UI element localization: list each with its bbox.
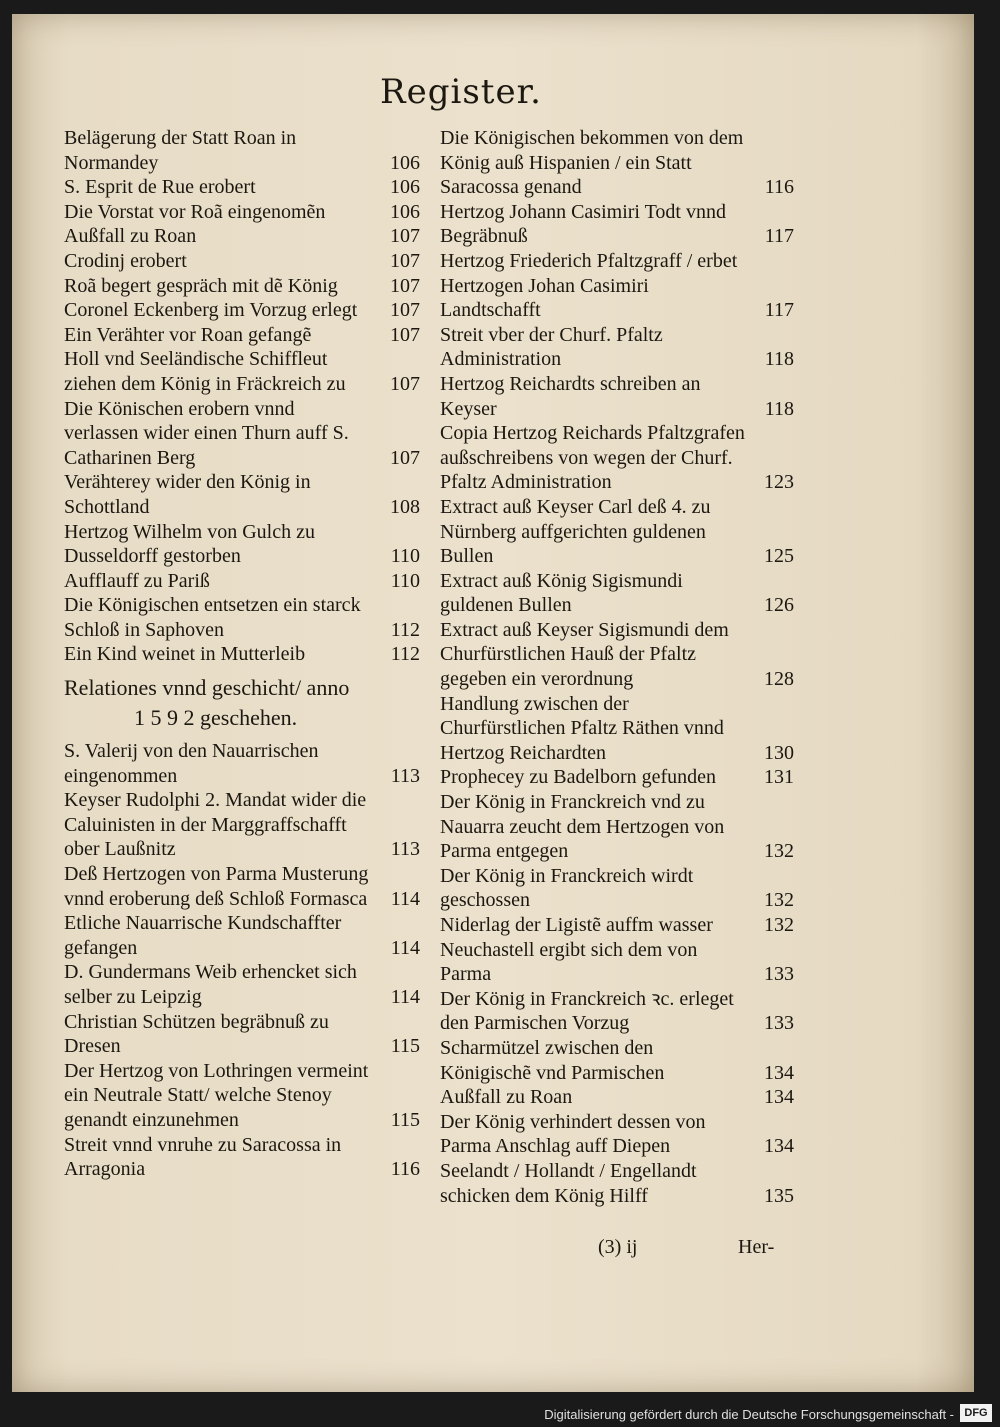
entry-page-number: 107 xyxy=(390,372,420,395)
entry-page-number: 126 xyxy=(764,594,794,617)
entry-text: Belägerung der Statt Roan in Normandey xyxy=(64,127,297,174)
register-entry xyxy=(64,788,420,862)
register-entry xyxy=(440,249,794,323)
entry-page-number: 132 xyxy=(764,840,794,863)
register-entry xyxy=(440,864,794,913)
left-column xyxy=(64,126,420,1182)
register-entry xyxy=(64,470,420,519)
section-heading xyxy=(64,673,420,733)
register-entry xyxy=(64,1010,420,1059)
entry-text: Der König in Franckreich vnd zu Nauarra zeucht dem Hertzogen von Parma entgegen xyxy=(440,791,725,863)
entry-text: Roã begert gespräch mit dẽ König xyxy=(64,274,338,297)
entry-text: Etliche Nauarrische Kundschaffter gefangen xyxy=(64,912,342,959)
register-entry xyxy=(440,790,794,864)
entry-text: S. Esprit de Rue erobert xyxy=(64,176,256,199)
register-entry xyxy=(64,200,420,225)
register-entry xyxy=(64,224,420,249)
entry-page-number: 114 xyxy=(390,887,420,910)
catchword: Her- xyxy=(738,1236,775,1258)
register-entry xyxy=(64,274,420,299)
entry-text: Der König in Franckreich ꝛc. erleget den Parmischen Vorzug xyxy=(440,987,734,1035)
entry-page-number: 116 xyxy=(390,1158,420,1181)
entry-text: Streit vber der Churf. Pfaltz Administration xyxy=(440,323,663,371)
register-entry xyxy=(440,372,794,421)
left-entry-list-2 xyxy=(64,739,420,1182)
entry-text: Außfall zu Roan xyxy=(440,1086,573,1109)
register-entry xyxy=(440,938,794,987)
register-entry xyxy=(64,862,420,911)
register-entry xyxy=(64,520,420,569)
entry-page-number: 107 xyxy=(390,274,420,297)
entry-page-number: 135 xyxy=(764,1184,794,1207)
dfg-logo: DFG xyxy=(960,1404,992,1422)
register-entry xyxy=(440,126,794,200)
entry-text: Ein Verähter vor Roan gefangẽ xyxy=(64,323,312,346)
register-entry xyxy=(440,200,794,249)
entry-text: Hertzog Reichardts schreiben an Keyser xyxy=(440,372,701,420)
footer-credit: Digitalisierung gefördert durch die Deutsche Forschungsgemeinschaft - xyxy=(544,1407,954,1422)
entry-text: Verähterey wider den König in Schottland xyxy=(64,471,311,518)
entry-page-number: 113 xyxy=(390,838,420,861)
register-entry xyxy=(64,642,420,667)
entry-text: Keyser Rudolphi 2. Mandat wider die Caluinisten in der Marggraffschafft ober Laußnitz xyxy=(64,789,367,861)
entry-page-number: 107 xyxy=(390,249,420,272)
register-entry xyxy=(64,126,420,175)
entry-text: Die Vorstat vor Roã eingenomẽn xyxy=(64,200,326,223)
entry-page-number: 110 xyxy=(390,569,420,592)
entry-page-number: 117 xyxy=(764,225,794,248)
entry-page-number: 112 xyxy=(390,618,420,641)
register-entry xyxy=(440,765,794,790)
entry-text: Hertzog Johann Casimiri Todt vnnd Begräbnuß xyxy=(440,200,726,248)
entry-page-number: 133 xyxy=(764,963,794,986)
entry-text: Aufflauff zu Pariß xyxy=(64,569,210,592)
entry-page-number: 118 xyxy=(764,348,794,371)
page-heading: Register. xyxy=(380,72,542,112)
left-entry-list xyxy=(64,126,420,667)
register-entry xyxy=(440,618,794,692)
entry-text: Die Königischen entsetzen ein starck Schloß in Saphoven xyxy=(64,594,361,641)
entry-page-number: 116 xyxy=(764,176,794,199)
register-entry xyxy=(64,911,420,960)
entry-text: Christian Schützen begräbnuß zu Dresen xyxy=(64,1010,329,1058)
register-entry xyxy=(440,569,794,618)
register-entry xyxy=(64,175,420,200)
register-entry xyxy=(64,249,420,274)
entry-page-number: 125 xyxy=(764,545,794,568)
register-entry xyxy=(440,323,794,372)
entry-text: Hertzog Friederich Pfaltzgraff / erbet Hertzogen Johan Casimiri Landtschafft xyxy=(440,249,738,322)
register-entry xyxy=(64,739,420,788)
entry-text: D. Gundermans Weib erhencket sich selber zu Leipzig xyxy=(64,961,357,1008)
entry-page-number: 130 xyxy=(764,741,794,764)
entry-page-number: 132 xyxy=(764,889,794,912)
entry-text: Scharmützel zwischen den Königischẽ vnd Parmischen xyxy=(440,1036,665,1084)
entry-page-number: 117 xyxy=(764,299,794,322)
entry-page-number: 131 xyxy=(764,766,794,789)
entry-text: Niderlag der Ligistẽ auffm wasser xyxy=(440,914,713,936)
entry-text: Der König in Franckreich wirdt geschossen xyxy=(440,864,694,912)
entry-text: Holl vnd Seeländische Schiffleut ziehen dem König in Fräckreich zu xyxy=(64,348,346,395)
entry-text: Seelandt / Hollandt / Engellandt schicken dem König Hilff xyxy=(440,1159,697,1207)
entry-text: Crodinj erobert xyxy=(64,249,187,272)
entry-text: Außfall zu Roan xyxy=(64,225,197,248)
entry-text: Handlung zwischen der Churfürstlichen Pfaltz Räthen vnnd Hertzog Reichardten xyxy=(440,692,724,764)
entry-page-number: 134 xyxy=(764,1086,794,1109)
entry-page-number: 107 xyxy=(390,299,420,322)
entry-text: Der König verhindert dessen von Parma Anschlag auff Diepen xyxy=(440,1110,706,1158)
entry-text: Extract auß König Sigismundi guldenen Bullen xyxy=(440,569,683,617)
entry-page-number: 115 xyxy=(390,1108,420,1131)
register-entry xyxy=(64,1133,420,1182)
entry-page-number: 114 xyxy=(390,936,420,959)
entry-page-number: 106 xyxy=(390,200,420,223)
entry-page-number: 106 xyxy=(390,176,420,199)
entry-text: Extract auß Keyser Carl deß 4. zu Nürnberg auffgerichten guldenen Bullen xyxy=(440,495,711,568)
register-entry xyxy=(440,1085,794,1110)
entry-page-number: 107 xyxy=(390,225,420,248)
section-heading-line2: 1 5 9 2 geschehen. xyxy=(134,705,298,731)
entry-text: Die Königischen bekommen von dem König auß Hispanien / ein Statt Saracossa genand xyxy=(440,127,744,199)
entry-text: Hertzog Wilhelm von Gulch zu Dusseldorff gestorben xyxy=(64,520,315,568)
entry-page-number: 132 xyxy=(764,914,794,936)
entry-page-number: 114 xyxy=(390,986,420,1008)
entry-text: Die Könischen erobern vnnd verlassen wider einen Thurn auff S. Catharinen Berg xyxy=(64,397,349,469)
entry-text: Streit vnnd vnruhe zu Saracossa in Arragonia xyxy=(64,1133,342,1181)
signature-mark: (3) ij xyxy=(598,1236,638,1258)
entry-text: Der Hertzog von Lothringen vermeint ein Neutrale Statt/ welche Stenoy genandt einzunehmen xyxy=(64,1059,369,1131)
register-entry xyxy=(440,1159,794,1208)
entry-page-number: 107 xyxy=(390,323,420,346)
right-column xyxy=(440,126,794,1208)
entry-page-number: 106 xyxy=(390,151,420,174)
register-entry xyxy=(440,495,794,569)
section-heading-line1: Relationes vnnd geschicht/ anno xyxy=(64,675,350,701)
register-entry xyxy=(440,421,794,495)
entry-page-number: 115 xyxy=(390,1035,420,1058)
entry-page-number: 108 xyxy=(390,495,420,518)
entry-page-number: 123 xyxy=(764,471,794,494)
right-entry-list xyxy=(440,126,794,1208)
entry-text: Copia Hertzog Reichards Pfaltzgrafen außschreibens von wegen der Churf. Pfaltz Administration xyxy=(440,422,745,494)
register-entry xyxy=(440,913,794,938)
register-entry xyxy=(440,692,794,766)
entry-page-number: 112 xyxy=(390,643,420,666)
entry-text: Coronel Eckenberg im Vorzug erlegt xyxy=(64,299,358,322)
register-entry xyxy=(64,323,420,348)
register-entry xyxy=(64,397,420,471)
register-entry xyxy=(64,569,420,594)
register-entry xyxy=(440,987,794,1036)
entry-page-number: 134 xyxy=(764,1135,794,1158)
register-entry xyxy=(64,1059,420,1133)
register-entry xyxy=(64,960,420,1009)
entry-page-number: 110 xyxy=(390,545,420,568)
entry-page-number: 118 xyxy=(764,397,794,420)
entry-text: Deß Hertzogen von Parma Musterung vnnd eroberung deß Schloß Formasca xyxy=(64,863,369,910)
entry-text: Prophecey zu Badelborn gefunden xyxy=(440,766,717,789)
entry-page-number: 107 xyxy=(390,446,420,469)
register-entry xyxy=(440,1110,794,1159)
entry-text: Extract auß Keyser Sigismundi dem Churfürstlichen Hauß der Pfaltz gegeben ein verordnung xyxy=(440,618,729,691)
entry-text: Neuchastell ergibt sich dem von Parma xyxy=(440,938,698,986)
register-entry xyxy=(64,298,420,323)
entry-text: S. Valerij von den Nauarrischen eingenommen xyxy=(64,740,319,787)
register-entry xyxy=(440,1036,794,1085)
entry-page-number: 128 xyxy=(764,668,794,691)
entry-page-number: 134 xyxy=(764,1061,794,1084)
entry-text: Ein Kind weinet in Mutterleib xyxy=(64,643,306,666)
entry-page-number: 133 xyxy=(764,1012,794,1035)
entry-page-number: 113 xyxy=(390,764,420,787)
register-entry xyxy=(64,347,420,396)
register-entry xyxy=(64,593,420,642)
